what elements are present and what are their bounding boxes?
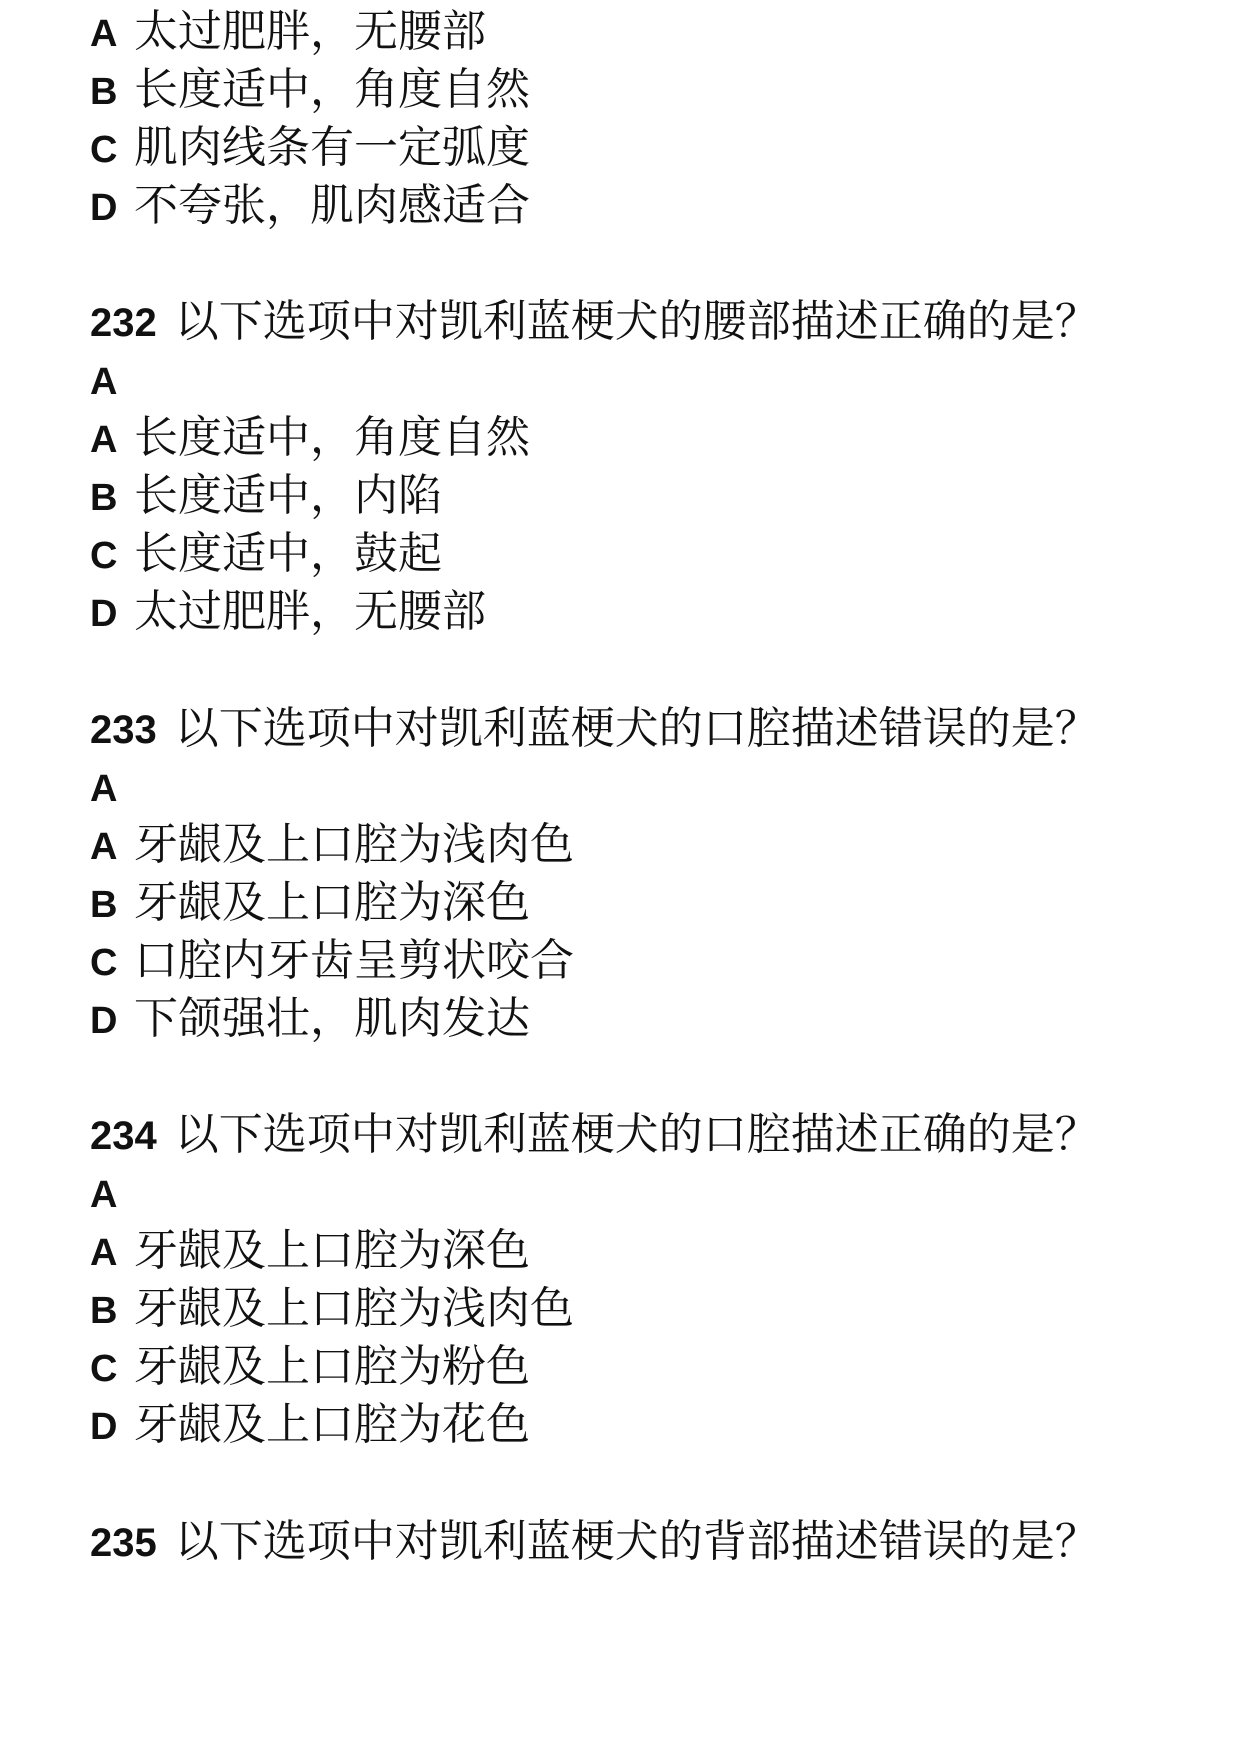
option-text: 牙龈及上口腔为深色 [134,1225,530,1276]
question-answer [90,1161,117,1225]
leading-option-d [90,174,530,238]
leading-option-c [90,116,530,180]
option-letter: C [90,942,118,984]
answer-letter: A [90,361,118,403]
option-letter: C [90,535,118,577]
option-letter: B [90,884,118,926]
option-letter: D [90,1406,118,1448]
option-text: 长度适中，鼓起 [134,528,442,579]
option-text: 口腔内牙齿呈剪状咬合 [134,935,574,986]
option-c [90,522,442,586]
option-text: 不夸张，肌肉感适合 [134,180,530,231]
option-letter: A [90,1232,118,1274]
question-text: 以下选项中对凯利蓝梗犬的背部描述错误的是？ [174,1516,1099,1567]
option-letter: D [90,1000,118,1042]
option-c [90,929,574,993]
leading-option-a [90,0,486,64]
option-d [90,987,530,1051]
question-title [90,1510,1099,1574]
option-text: 下颌强壮，肌肉发达 [134,993,530,1044]
option-b [90,1277,574,1341]
question-title [90,290,1099,354]
option-letter: B [90,71,118,113]
question-title [90,697,1099,761]
option-text: 长度适中，内陷 [134,470,442,521]
question-number: 235 [90,1521,157,1565]
option-c [90,1335,530,1399]
option-letter: A [90,419,118,461]
option-letter: C [90,129,118,171]
option-text: 肌肉线条有一定弧度 [134,122,530,173]
option-text: 长度适中，角度自然 [134,64,530,115]
option-letter: C [90,1348,118,1390]
question-number: 234 [90,1114,157,1158]
option-text: 牙龈及上口腔为浅肉色 [134,819,574,870]
answer-letter: A [90,1174,118,1216]
option-text: 牙龈及上口腔为深色 [134,877,530,928]
option-letter: A [90,13,118,55]
option-d [90,580,486,644]
option-letter: D [90,593,118,635]
question-text: 以下选项中对凯利蓝梗犬的口腔描述正确的是？ [174,1109,1099,1160]
question-title [90,1103,1099,1167]
option-text: 太过肥胖，无腰部 [134,586,486,637]
option-text: 牙龈及上口腔为花色 [134,1399,530,1450]
option-text: 长度适中，角度自然 [134,412,530,463]
question-answer [90,755,117,819]
question-text: 以下选项中对凯利蓝梗犬的口腔描述错误的是？ [174,703,1099,754]
option-a [90,813,574,877]
leading-option-b [90,58,530,122]
option-text: 太过肥胖，无腰部 [134,6,486,57]
option-letter: D [90,187,118,229]
option-text: 牙龈及上口腔为浅肉色 [134,1283,574,1334]
option-b [90,871,530,935]
answer-letter: A [90,768,118,810]
option-text: 牙龈及上口腔为粉色 [134,1341,530,1392]
option-letter: B [90,1290,118,1332]
question-answer [90,348,117,412]
question-text: 以下选项中对凯利蓝梗犬的腰部描述正确的是？ [174,296,1099,347]
option-letter: B [90,477,118,519]
option-b [90,464,442,528]
option-d [90,1393,530,1457]
question-number: 233 [90,708,157,752]
option-a [90,1219,530,1283]
question-number: 232 [90,301,157,345]
option-a [90,406,530,470]
option-letter: A [90,826,118,868]
